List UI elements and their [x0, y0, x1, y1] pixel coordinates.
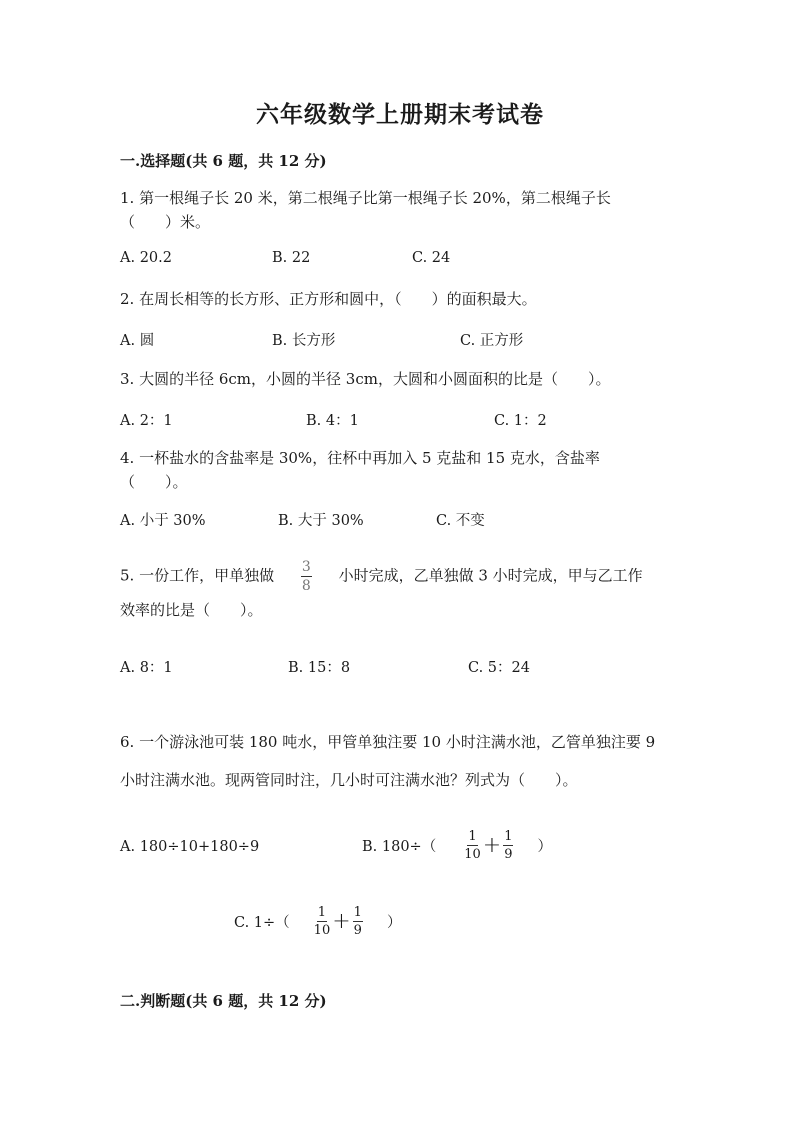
plus-sign: + [332, 909, 351, 934]
question-4-option-c: C. 不变 [436, 513, 485, 529]
fraction-numerator: 1 [317, 905, 327, 920]
fraction-one-ninth [503, 830, 513, 861]
fraction-denominator: 9 [504, 847, 513, 862]
question-2-text: 2. 在周长相等的长方形、正方形和圆中，（ ）的面积最大。 [120, 290, 537, 308]
question-3-option-c: C. 1：2 [494, 413, 547, 429]
question-1-text-cont: （ ）米。 [120, 213, 211, 231]
fraction-one-tenth [314, 906, 331, 937]
section-heading-choice: 一.选择题(共 6 题，共 12 分) [120, 152, 327, 170]
question-5-text-cont: 效率的比是（ ）。 [120, 601, 263, 619]
fraction-numerator: 1 [468, 829, 477, 844]
question-6-text-cont: 小时注满水池。现两管同时注，几小时可注满水池？列式为（ ）。 [120, 771, 578, 789]
option-b-prefix: B. 180÷（ [362, 839, 437, 855]
fraction-numerator: 1 [504, 829, 513, 844]
section-heading-judgment: 二.判断题(共 6 题，共 12 分) [120, 992, 327, 1010]
question-5-text-pre: 5. 一份工作，甲单独做 [120, 566, 275, 585]
question-4-option-b: B. 大于 30% [278, 513, 364, 529]
question-5-text [120, 560, 643, 593]
question-1-option-b: B. 22 [272, 250, 311, 266]
fraction-numerator: 3 [301, 559, 311, 575]
fraction-three-eighths [301, 560, 312, 593]
question-1-option-a: A. 20.2 [120, 250, 172, 266]
question-3-text: 3. 大圆的半径 6cm，小圆的半径 3cm，大圆和小圆面积的比是（ ）。 [120, 370, 611, 388]
page-title: 六年级数学上册期末考试卷 [256, 101, 544, 128]
question-6-option-a: A. 180÷10+180÷9 [120, 839, 260, 855]
question-3-option-a: A. 2：1 [120, 413, 173, 429]
fraction-denominator: 10 [464, 847, 481, 862]
question-4-text-cont: （ ）。 [120, 473, 188, 491]
question-6-option-b [362, 830, 552, 861]
fraction-denominator: 8 [301, 578, 311, 594]
question-2-option-b: B. 长方形 [272, 333, 336, 349]
fraction-denominator: 10 [313, 923, 331, 938]
option-c-prefix: C. 1÷（ [234, 915, 290, 931]
plus-sign: + [482, 833, 502, 858]
question-4-text: 4. 一杯盐水的含盐率是 30%，往杯中再加入 5 克盐和 15 克水，含盐率 [120, 449, 600, 467]
question-2-option-a: A. 圆 [120, 333, 155, 349]
question-6-text: 6. 一个游泳池可装 180 吨水，甲管单独注要 10 小时注满水池，乙管单独注要 9 [120, 733, 656, 751]
fraction-one-tenth [464, 830, 481, 861]
question-3-option-b: B. 4：1 [306, 413, 359, 429]
question-5-option-c: C. 5：24 [468, 660, 530, 676]
question-5-text-post: 小时完成，乙单独做 3 小时完成，甲与乙工作 [338, 566, 643, 585]
fraction-denominator: 9 [353, 923, 362, 938]
question-5-option-b: B. 15：8 [288, 660, 351, 676]
fraction-numerator: 1 [353, 905, 362, 920]
question-6-option-c [234, 906, 401, 937]
question-4-option-a: A. 小于 30% [120, 513, 206, 529]
question-2-option-c: C. 正方形 [460, 333, 524, 349]
option-b-close: ） [537, 839, 552, 855]
question-5-option-a: A. 8：1 [120, 660, 173, 676]
option-c-close: ） [386, 915, 402, 931]
fraction-one-ninth [353, 906, 363, 937]
question-1-text: 1. 第一根绳子长 20 米，第二根绳子比第一根绳子长 20%，第二根绳子长 [120, 189, 611, 207]
question-1-option-c: C. 24 [412, 250, 451, 266]
